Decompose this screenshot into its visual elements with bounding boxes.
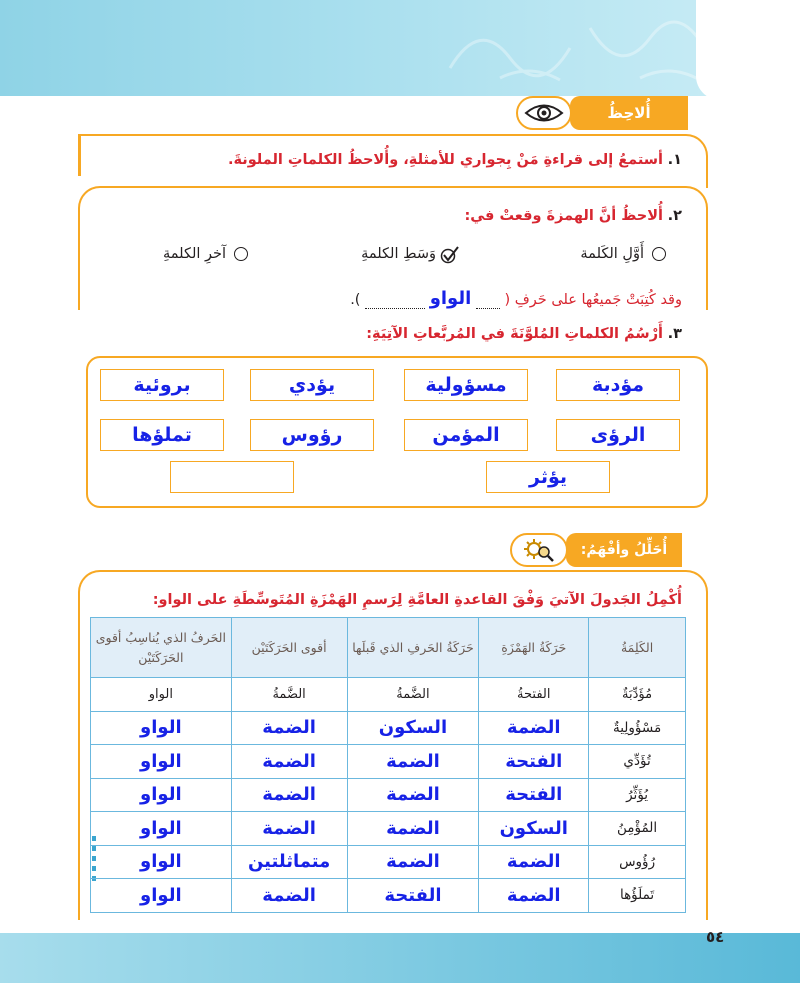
section-tab-label: أُلاحِظُ: [607, 104, 651, 122]
table-header-row: [91, 618, 686, 678]
header-corner: [696, 0, 800, 100]
page-number: ٥٤: [706, 928, 725, 946]
question-2: [464, 208, 682, 224]
table-cell-answer[interactable]: الضمة: [347, 745, 479, 779]
table-row: [91, 845, 686, 879]
sentence-end: ).: [350, 292, 361, 308]
table-cell-answer[interactable]: الواو: [91, 879, 232, 913]
word-box[interactable]: المؤمن: [404, 419, 528, 451]
rule-table: [90, 617, 686, 913]
gear-icon-pill: [510, 533, 568, 567]
frame-edge: [78, 134, 81, 176]
question-number: ٣.: [667, 326, 682, 342]
footer-band: [0, 933, 800, 983]
table-row: [91, 711, 686, 745]
instruction-text: أُكْمِلُ الجَدولَ الآتيَ وَفْقَ القاعدةِ العامَّةِ لِرَسمِ الهَمْزَةِ المُتَوسِّطَةِ على الواو:: [152, 592, 682, 608]
table-cell: الفتحةُ: [479, 678, 589, 712]
answer-sentence: [350, 288, 682, 309]
option-label: آخرِ الكلمةِ: [162, 246, 226, 262]
blank: [365, 308, 425, 309]
sentence-start: وقد كُتِبَتْ جَميعُها على حَرفِ (: [504, 292, 682, 308]
option-first-of-word[interactable]: [580, 246, 666, 262]
word-box[interactable]: رؤوس: [250, 419, 374, 451]
table-cell-word: تَملَؤُها: [589, 879, 686, 913]
checked-radio[interactable]: [444, 246, 460, 262]
section-tab-label: أُحَلِّلُ وأفْهَمُ:: [580, 542, 668, 558]
word-box[interactable]: يؤثر: [486, 461, 610, 493]
eye-icon-pill: [516, 96, 572, 130]
table-cell-answer[interactable]: الضمة: [479, 711, 589, 745]
eye-icon: [524, 102, 564, 124]
word-box[interactable]: بروئية: [100, 369, 224, 401]
question-text: أُلاحظُ أنَّ الهمزةَ وقعتْ في:: [464, 208, 664, 224]
checkmark-icon: [440, 246, 460, 264]
table-cell-answer[interactable]: الضمة: [231, 711, 347, 745]
table-row: [91, 812, 686, 846]
word-box-empty[interactable]: [170, 461, 294, 493]
table-cell-answer[interactable]: الضمة: [479, 845, 589, 879]
question-3: [366, 326, 682, 342]
blank: [476, 308, 500, 309]
question-1: [228, 152, 682, 168]
table-cell-word: مُؤَدِّبَةٌ: [589, 678, 686, 712]
table-cell-answer[interactable]: الواو: [91, 711, 232, 745]
word-box[interactable]: مسؤولية: [404, 369, 528, 401]
table-cell-answer[interactable]: الواو: [91, 845, 232, 879]
option-label: وَسَطِ الكلمةِ: [361, 246, 436, 262]
column-header: الكَلِمَةُ: [589, 618, 686, 678]
table-cell: الضَّمةُ: [231, 678, 347, 712]
table-cell-answer[interactable]: الضمة: [231, 812, 347, 846]
word-box[interactable]: مؤدبة: [556, 369, 680, 401]
word-box[interactable]: الرؤى: [556, 419, 680, 451]
column-header: حَرَكَةُ الحَرفِ الذي قَبلَها: [347, 618, 479, 678]
table-cell-word: يُؤَثِّرُ: [589, 778, 686, 812]
analysis-instruction: [153, 592, 682, 608]
table-cell-answer[interactable]: الفتحة: [347, 879, 479, 913]
column-header: حَرَكَةُ الهَمْزَةِ: [479, 618, 589, 678]
radio-button[interactable]: [652, 247, 666, 261]
answer-handwritten[interactable]: الواو: [429, 288, 472, 309]
word-box[interactable]: يؤدي: [250, 369, 374, 401]
option-middle-of-word[interactable]: [361, 246, 460, 262]
question-number: ٢.: [667, 208, 682, 224]
column-header: الحَرفُ الذي يُناسِبُ أقوى الحَرَكَتَيْن: [91, 618, 232, 678]
question-text: أستمعُ إلى قراءةِ مَنْ بِجواري للأمثلةِ، وأُلاحظُ الكلماتِ الملونةَ.: [227, 152, 664, 168]
table-cell-word: رُؤُوس: [589, 845, 686, 879]
table-cell-answer[interactable]: الواو: [91, 745, 232, 779]
table-row: [91, 678, 686, 712]
table-cell-word: تُؤَدِّي: [589, 745, 686, 779]
table-cell-answer[interactable]: الضمة: [479, 879, 589, 913]
table-cell-answer[interactable]: الواو: [91, 778, 232, 812]
option-end-of-word[interactable]: [163, 246, 248, 262]
option-label: أَوَّلِ الكَلمة: [580, 246, 644, 262]
table-cell-answer[interactable]: متماثلتين: [231, 845, 347, 879]
word-box[interactable]: تملؤها: [100, 419, 224, 451]
table-cell-answer[interactable]: الواو: [91, 812, 232, 846]
header-decoration: [0, 0, 800, 96]
section-tab-observe: [570, 96, 688, 130]
table-cell-word: المُؤْمِنُ: [589, 812, 686, 846]
question-number: ١.: [667, 152, 682, 168]
table-cell-answer[interactable]: الضمة: [231, 778, 347, 812]
table-cell-answer[interactable]: الفتحة: [479, 745, 589, 779]
table-cell-answer[interactable]: الضمة: [347, 778, 479, 812]
table-cell-answer[interactable]: السكون: [479, 812, 589, 846]
table-cell-answer[interactable]: الضمة: [231, 879, 347, 913]
table-cell-answer[interactable]: الضمة: [231, 745, 347, 779]
table-row: [91, 745, 686, 779]
table-cell: الواو: [91, 678, 232, 712]
table-cell-answer[interactable]: السكون: [347, 711, 479, 745]
table-cell-answer[interactable]: الفتحة: [479, 778, 589, 812]
table-row: [91, 879, 686, 913]
section-tab-analyze: [566, 533, 682, 567]
table-cell-word: مَسْؤُولِيةٌ: [589, 711, 686, 745]
table-cell-answer[interactable]: الضمة: [347, 845, 479, 879]
table-cell: الضَّمةُ: [347, 678, 479, 712]
gear-magnifier-icon: [522, 537, 556, 563]
table-cell-answer[interactable]: الضمة: [347, 812, 479, 846]
radio-button[interactable]: [234, 247, 248, 261]
question-text: أَرْسُمُ الكلماتِ المُلوَّنَةَ في المُربَّعاتِ الآتِيَةِ:: [366, 326, 664, 342]
column-header: أقوى الحَرَكَتَيْن: [231, 618, 347, 678]
table-row: [91, 778, 686, 812]
